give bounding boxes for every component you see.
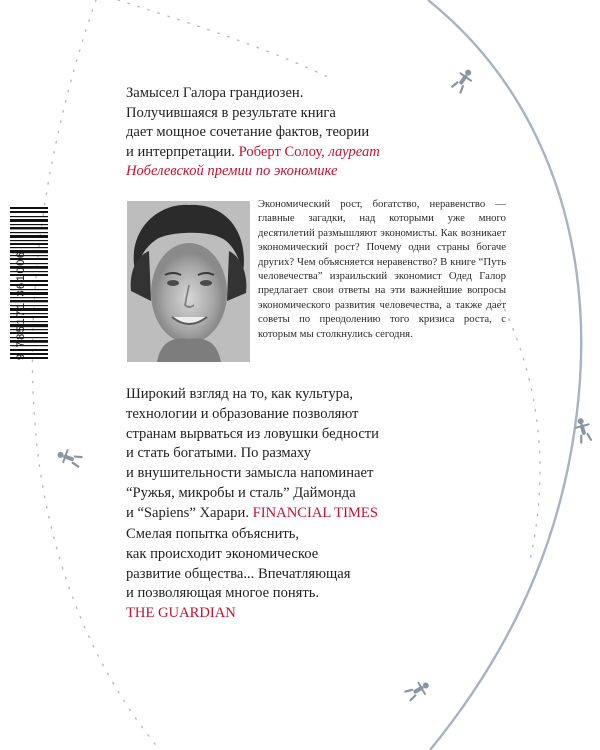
quote-solow-author-award: Нобелевской премии по экономике xyxy=(126,163,338,180)
quote-ft-line: “Ружья, микробы и сталь” Даймонда xyxy=(126,484,356,501)
quote-guardian-line: развитие общества... Впечатляющая xyxy=(126,565,351,582)
author-portrait xyxy=(127,201,250,362)
book-description: Экономический рост, богатство, неравенство — главные загадки, над которыми уже много десятилетий размышляют экономисты. Как возникает экономический рост? Почему одни страны богаче других? Чем объясняется неравенство? В книге “Путь человечества” израильский экономист Одед Галор предлагает свои ответы на эти важнейшие вопросы экономического развития человечества, а также дает советы по преодолению того кризиса роста, с которым мы столкнулись сегодня. xyxy=(258,198,506,340)
quote-ft-line: и “Sapiens” Харари. xyxy=(126,504,250,521)
right-dotted-orbit xyxy=(500,300,540,560)
climber-figure-left xyxy=(55,446,84,469)
climber-figure-bottom-right xyxy=(403,678,432,703)
quote-solow-line: Замысел Галора грандиозен. xyxy=(126,85,304,101)
quote-guardian-line: как происходит экономическое xyxy=(126,545,319,562)
quote-ft-last-line xyxy=(126,504,506,524)
quote-solow-line: дает мощное сочетание фактов, теории xyxy=(126,124,370,141)
quote-ft-line: странам вырваться из ловушки бедности xyxy=(126,425,379,442)
isbn-digits: 9 785171 361006 xyxy=(15,250,27,360)
quote-guardian-source: THE GUARDIAN xyxy=(126,605,236,622)
quote-guardian-line: и позволяющая многое понять. xyxy=(126,585,320,602)
quote-solow-author-title: лауреат xyxy=(328,143,380,160)
quote-ft-line: Широкий взгляд на то, как культура, xyxy=(126,386,354,402)
quote-ft-line: и внушительности замысла напоминает xyxy=(126,465,374,482)
quote-solow-author: Роберт Солоу, xyxy=(238,143,325,160)
quote-ft-line: и стать богатыми. По размаху xyxy=(126,445,312,462)
quote-solow-last-line xyxy=(126,143,506,163)
quote-solow-line: и интерпретации. xyxy=(126,143,235,160)
quote-solow-line: Получившаяся в результате книга xyxy=(126,104,336,121)
quote-guardian-line: Смелая попытка объяснить, xyxy=(126,526,300,542)
quote-solow xyxy=(126,84,506,182)
quote-ft-line: технологии и образование позволяют xyxy=(126,405,359,422)
quote-guardian xyxy=(126,525,506,624)
top-dotted-orbit xyxy=(118,0,330,78)
quote-ft-source: FINANCIAL TIMES xyxy=(252,504,378,521)
quote-financial-times xyxy=(126,385,506,524)
